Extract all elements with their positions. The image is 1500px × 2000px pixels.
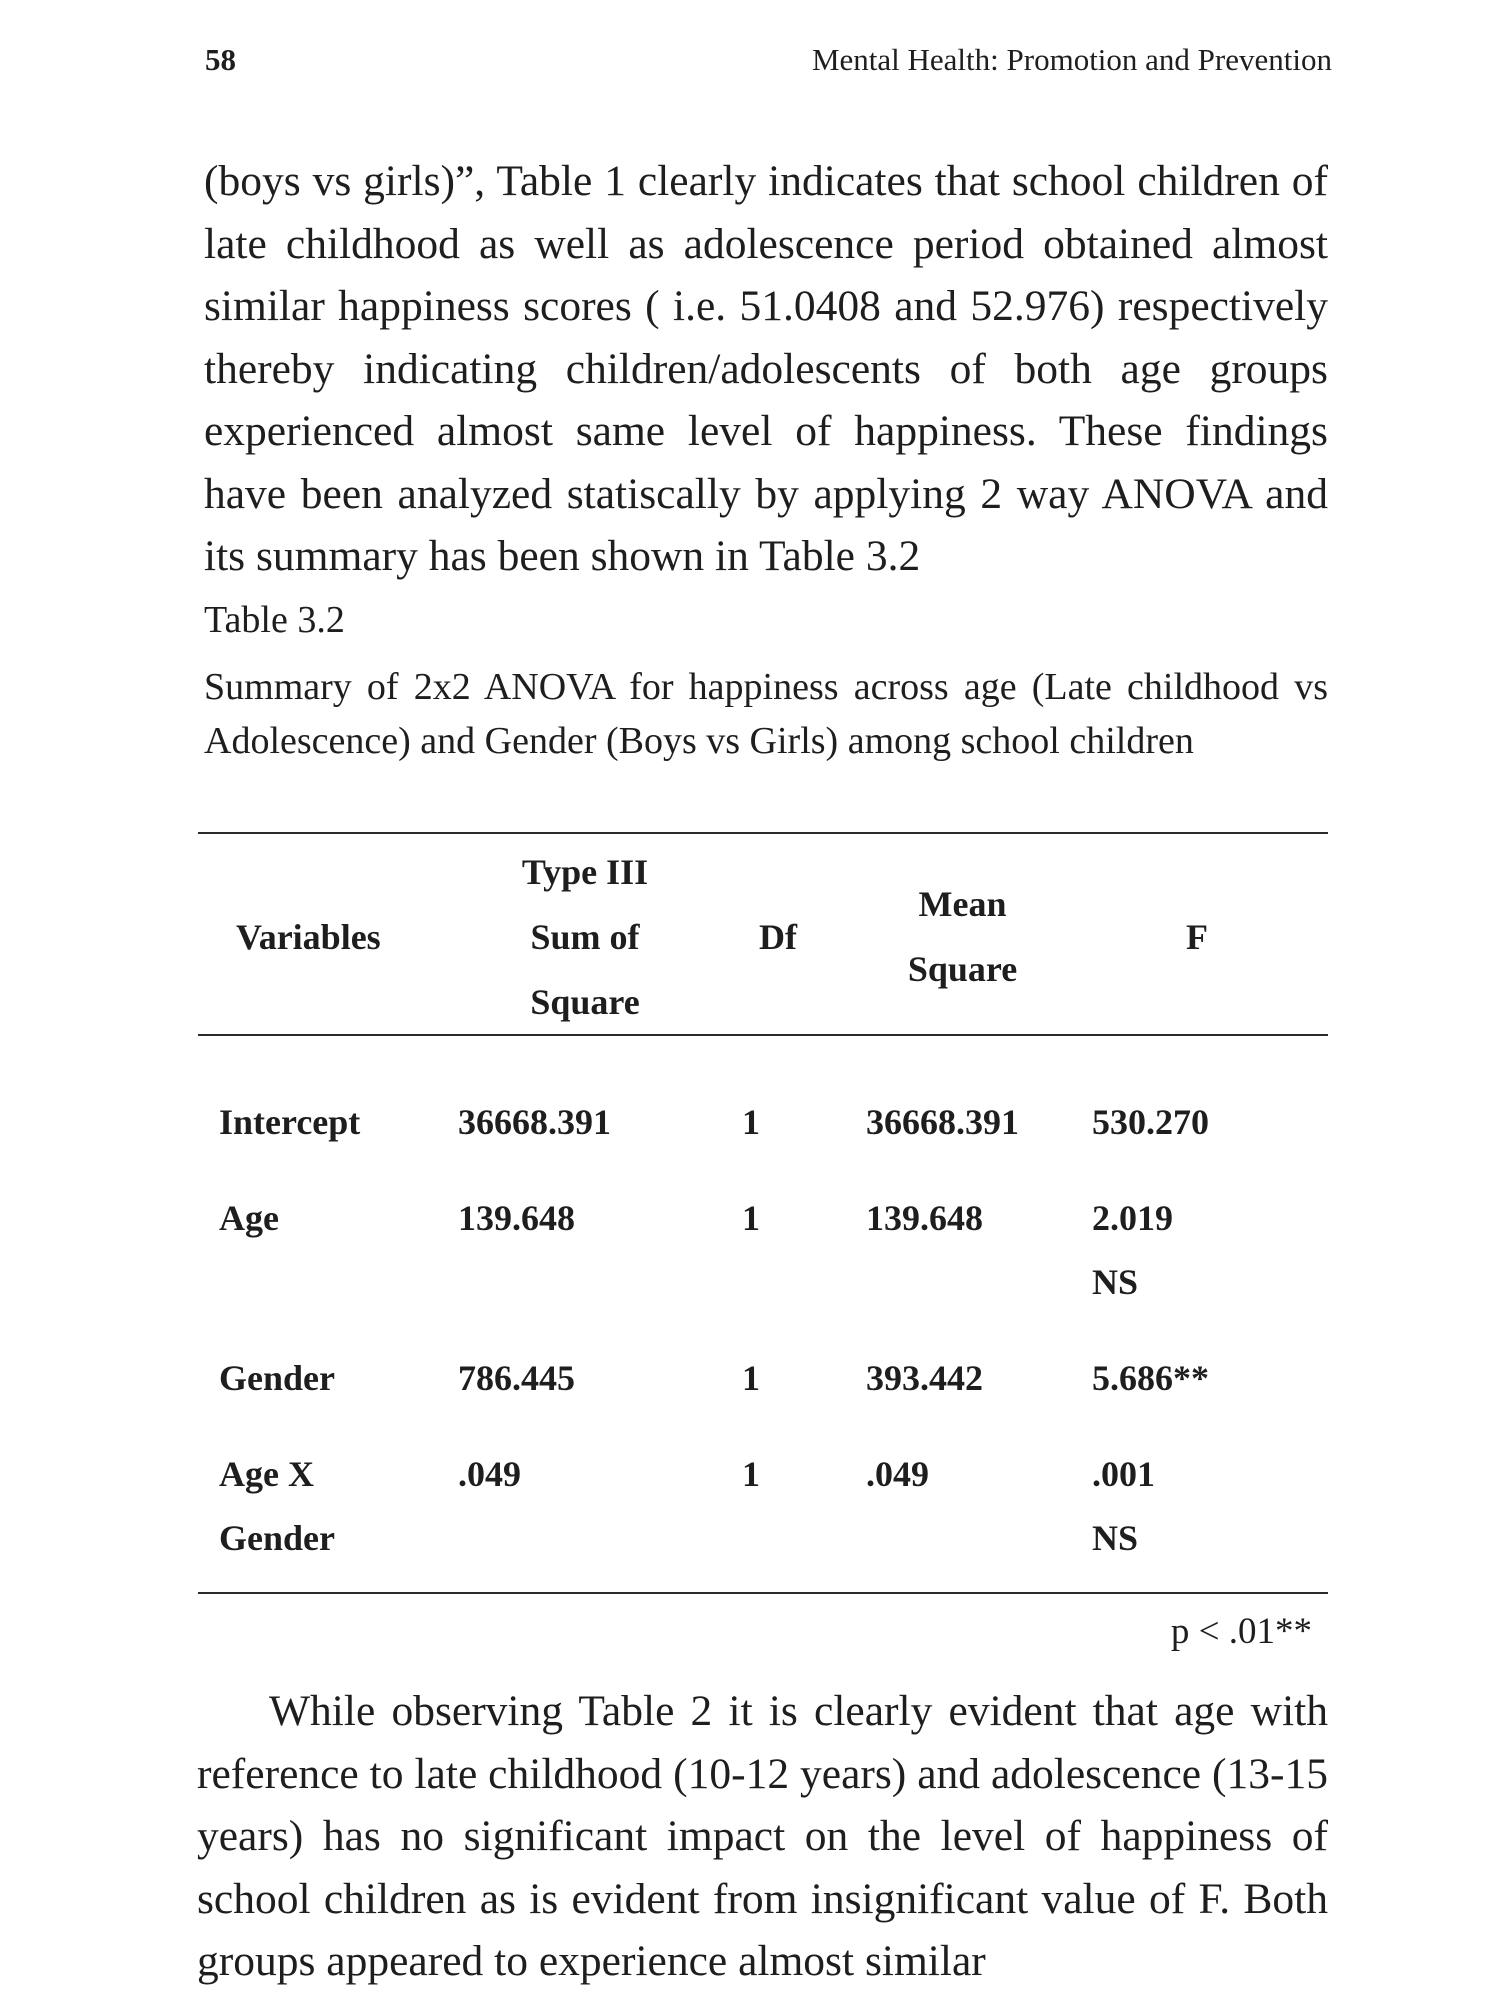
- row-f: 530.270: [1092, 1102, 1209, 1142]
- row-f-significance: NS: [1092, 1518, 1139, 1558]
- page-number: 58: [205, 42, 236, 77]
- row-df: 1: [742, 1358, 760, 1398]
- row-ss: .049: [458, 1454, 521, 1494]
- row-f: 5.686**: [1092, 1358, 1209, 1398]
- table-bottom-rule: [198, 1592, 1328, 1594]
- running-title: Mental Health: Promotion and Prevention: [811, 42, 1332, 77]
- row-variable: Intercept: [219, 1102, 361, 1142]
- row-ms: .049: [866, 1454, 929, 1494]
- header-f: F: [1186, 917, 1208, 957]
- row-f: 2.019: [1092, 1198, 1173, 1238]
- row-variable: Age X: [219, 1454, 314, 1494]
- row-df: 1: [742, 1102, 760, 1142]
- header-ms-line2: Square: [907, 949, 1018, 989]
- body-paragraph-top: (boys vs girls)”, Table 1 clearly indicates that school children of late childhood as well as adolescence period obtained almost similar happiness scores ( i.e. 51.0408 and 52.976) respectively thereby indicating children/adolescents of both age groups experienced almost same level of happiness. These findings have been analyzed statiscally by applying 2 way ANOVA and its summary has been shown in Table 3.2: [204, 157, 1328, 580]
- table-note: p < .01**: [1170, 1611, 1312, 1652]
- header-df: Df: [759, 917, 797, 957]
- header-ms-line1: Mean: [918, 884, 1007, 924]
- header-variables: Variables: [236, 917, 381, 957]
- row-ss: 786.445: [458, 1358, 575, 1398]
- row-ms: 36668.391: [866, 1102, 1019, 1142]
- header-ss-line2: Sum of: [530, 917, 640, 957]
- row-f: .001: [1092, 1454, 1155, 1494]
- row-ss: 36668.391: [458, 1102, 611, 1142]
- row-ms: 393.442: [866, 1358, 983, 1398]
- table-label: Table 3.2: [204, 599, 345, 641]
- table-top-rule: [198, 832, 1328, 834]
- header-ss-line1: Type III: [521, 852, 649, 892]
- row-variable: Gender: [219, 1358, 335, 1398]
- body-paragraph-bottom: While observing Table 2 it is clearly evident that age with reference to late childhood (10-12 years) and adolescence (13-15 years) has no significant impact on the level of happiness of school children as is evident from insignificant value of F. Both groups appeared to experience almost similar: [197, 1687, 1328, 1985]
- row-variable-line2: Gender: [219, 1518, 335, 1558]
- row-df: 1: [742, 1454, 760, 1494]
- row-ms: 139.648: [866, 1198, 983, 1238]
- row-f-significance: NS: [1092, 1262, 1139, 1302]
- row-variable: Age: [219, 1198, 279, 1238]
- header-ss-line3: Square: [530, 982, 640, 1022]
- table-caption: Summary of 2x2 ANOVA for happiness across age (Late childhood vs Adolescence) and Gender (Boys vs Girls) among school children: [204, 666, 1328, 762]
- row-ss: 139.648: [458, 1198, 575, 1238]
- row-df: 1: [742, 1198, 760, 1238]
- table-header-rule: [198, 1034, 1328, 1036]
